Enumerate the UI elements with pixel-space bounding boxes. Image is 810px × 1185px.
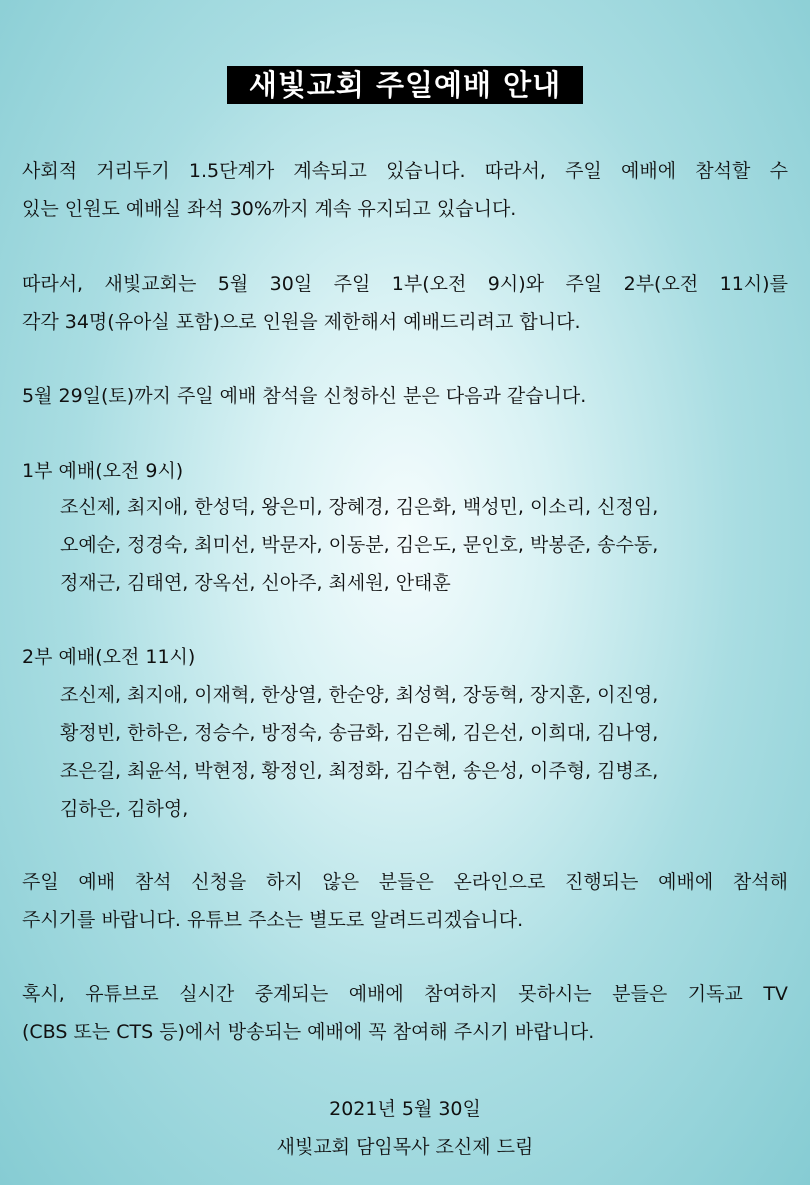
online-line-1 bbox=[22, 863, 788, 901]
online-paragraph bbox=[22, 863, 788, 939]
tv-word: 유튜브로 bbox=[85, 983, 159, 1005]
service1-name-list bbox=[60, 488, 790, 602]
service2-heading bbox=[22, 638, 788, 676]
intro-word: 참석할 bbox=[695, 160, 751, 182]
service1-heading-text: 1부 예배(오전 9시) bbox=[22, 460, 184, 482]
online-word: 참석해 bbox=[732, 871, 788, 893]
plan-line-2: 각각 34명(유아실 포함)으로 인원을 제한해서 예배드리려고 합니다. bbox=[22, 311, 581, 333]
tv-word: TV bbox=[763, 983, 788, 1005]
plan-word: 따라서, bbox=[22, 273, 84, 295]
plan-word: 주일 bbox=[565, 273, 603, 295]
service2-name-line: 조은길, 최윤석, 박현정, 황정인, 최정화, 김수현, 송은성, 이주형, 김병조, bbox=[60, 760, 659, 782]
online-word: 않은 bbox=[322, 871, 360, 893]
online-word: 예배에 bbox=[658, 871, 714, 893]
service2-name-line: 김하은, 김하영, bbox=[60, 798, 189, 820]
service2-name-line: 조신제, 최지애, 이재혁, 한상열, 한순양, 최성혁, 장동혁, 장지훈, 이진영, bbox=[60, 684, 659, 706]
online-word: 진행되는 bbox=[565, 871, 639, 893]
tv-word: 분들은 bbox=[612, 983, 668, 1005]
plan-word: 주일 bbox=[333, 273, 371, 295]
online-word: 온라인으로 bbox=[453, 871, 546, 893]
plan-word: 11시)를 bbox=[719, 273, 788, 295]
intro-word: 따라서, bbox=[484, 160, 546, 182]
intro-word: 주일 bbox=[565, 160, 602, 182]
title-container bbox=[0, 66, 810, 104]
intro-line-2: 있는 인원도 예배실 좌석 30%까지 계속 유지되고 있습니다. bbox=[22, 198, 517, 220]
intro-word: 거리두기 bbox=[96, 160, 170, 182]
footer bbox=[0, 1090, 810, 1166]
intro-line-1 bbox=[22, 152, 788, 190]
signup-note bbox=[22, 377, 788, 415]
service2-name-line: 황정빈, 한하은, 정승수, 방정숙, 송금화, 김은혜, 김은선, 이희대, 김나영, bbox=[60, 722, 659, 744]
plan-word: 5월 bbox=[217, 273, 249, 295]
tv-line-2: (CBS 또는 CTS 등)에서 방송되는 예배에 꼭 참여해 주시기 바랍니다. bbox=[22, 1021, 595, 1043]
tv-word: 참여하지 bbox=[424, 983, 498, 1005]
footer-date: 2021년 5월 30일 bbox=[329, 1098, 481, 1120]
service2-name-list bbox=[60, 676, 790, 828]
online-word: 분들은 bbox=[378, 871, 434, 893]
plan-line-1 bbox=[22, 265, 788, 303]
intro-paragraph bbox=[22, 152, 788, 228]
plan-paragraph bbox=[22, 265, 788, 341]
tv-paragraph bbox=[22, 975, 788, 1051]
online-line-2: 주시기를 바랍니다. 유튜브 주소는 별도로 알려드리겠습니다. bbox=[22, 909, 524, 931]
online-word: 참석 bbox=[134, 871, 172, 893]
tv-word: 실시간 bbox=[179, 983, 235, 1005]
tv-word: 못하시는 bbox=[518, 983, 592, 1005]
online-word: 신청을 bbox=[191, 871, 247, 893]
online-word: 예배 bbox=[78, 871, 116, 893]
service1-name-line: 오예순, 정경숙, 최미선, 박문자, 이동분, 김은도, 문인호, 박봉준, 송수동, bbox=[60, 534, 659, 556]
page-title: 새빛교회 주일예배 안내 bbox=[227, 66, 583, 104]
service1-heading bbox=[22, 452, 788, 490]
intro-word: 예배에 bbox=[621, 160, 677, 182]
tv-word: 혹시, bbox=[22, 983, 65, 1005]
plan-word: 9시)와 bbox=[487, 273, 545, 295]
service2-heading-text: 2부 예배(오전 11시) bbox=[22, 646, 196, 668]
signup-note-text: 5월 29일(토)까지 주일 예배 참석을 신청하신 분은 다음과 같습니다. bbox=[22, 385, 587, 407]
tv-word: 예배에 bbox=[348, 983, 404, 1005]
plan-word: 30일 bbox=[269, 273, 313, 295]
tv-word: 중계되는 bbox=[254, 983, 329, 1005]
intro-word: 계속되고 bbox=[293, 160, 367, 182]
plan-word: 2부(오전 bbox=[623, 273, 699, 295]
tv-line-1 bbox=[22, 975, 788, 1013]
plan-word: 1부(오전 bbox=[391, 273, 467, 295]
service1-name-line: 정재근, 김태연, 장옥선, 신아주, 최세원, 안태훈 bbox=[60, 572, 451, 594]
intro-word: 수 bbox=[769, 160, 788, 182]
intro-word: 사회적 bbox=[22, 160, 78, 182]
tv-word: 기독교 bbox=[687, 983, 743, 1005]
online-word: 주일 bbox=[22, 871, 59, 893]
intro-word: 1.5단계가 bbox=[188, 160, 275, 182]
intro-word: 있습니다. bbox=[386, 160, 466, 182]
plan-word: 새빛교회는 bbox=[104, 273, 197, 295]
service1-name-line: 조신제, 최지애, 한성덕, 왕은미, 장혜경, 김은화, 백성민, 이소리, 신정임, bbox=[60, 496, 659, 518]
footer-signature: 새빛교회 담임목사 조신제 드림 bbox=[276, 1136, 534, 1158]
online-word: 하지 bbox=[265, 871, 303, 893]
